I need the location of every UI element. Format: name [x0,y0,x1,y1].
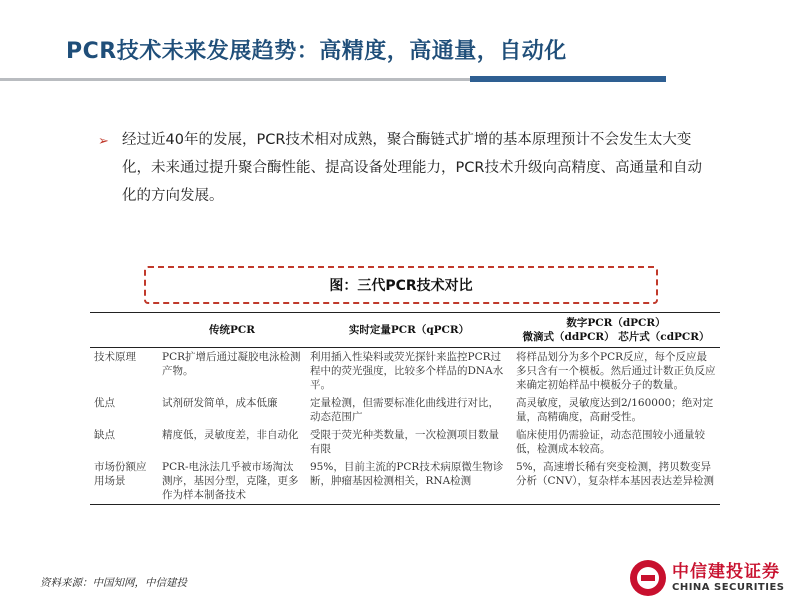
figure-title: 图：三代PCR技术对比 [329,278,473,294]
table-header-row [90,313,720,348]
bullet-text: 经过近40年的发展，PCR技术相对成熟，聚合酶链式扩增的基本原理预计不会发生太大变化，未来通过提升聚合酶性能、提高设备处理能力，PCR技术升级向高精度、高通量和自动化的方向发展。 [122,132,702,204]
table-header-cell: 数字PCR（dPCR） 微滴式（ddPCR） 芯片式（cdPCR） [512,313,720,348]
pcr-comparison-table [90,312,720,505]
comparison-table-container [90,312,720,505]
table-header-cell [90,313,158,348]
source-note: 资料来源：中国知网，中信建投 [40,577,187,589]
table-cell: 受限于荧光种类数量，一次检测项目数量有限 [310,429,499,455]
table-cell: 5%，高速增长稀有突变检测，拷贝数变异分析（CNV），复杂样本基因表达差异检测 [512,458,720,505]
table-cell: PCR-电泳法几乎被市场淘汰测序，基因分型，克隆，更多作为样本制备技术 [158,458,306,505]
company-logo [630,556,800,600]
table-row [90,348,720,395]
slide-title: PCR技术未来发展趋势：高精度，高通量，自动化 [66,39,567,64]
table-row [90,394,720,426]
table-header-cell: 实时定量PCR（qPCR） [306,313,512,348]
table-cell: 高灵敏度，灵敏度达到2/160000；绝对定量，高精确度，高耐受性。 [516,397,714,423]
table-cell: 优点 [94,397,115,409]
table-cell: 技术原理 [94,351,136,363]
title-underline-gray [0,78,470,81]
logo-text [672,562,785,594]
table-cell: 精度低，灵敏度差，非自动化 [162,429,299,441]
title-underline-blue [470,76,666,82]
table-cell: 缺点 [94,429,115,441]
table-row [90,458,720,505]
bullet-paragraph [100,126,710,210]
table-cell: 试剂研发简单，成本低廉 [162,397,278,409]
table-cell: 市场份额应用场景 [90,458,158,505]
table-cell: PCR扩增后通过凝胶电泳检测产物。 [162,351,301,377]
table-cell: 将样品划分为多个PCR反应，每个反应最多只含有一个模板。然后通过计数正负反应来确定初始样品中模板分子的数量。 [516,351,716,391]
table-row [90,426,720,458]
figure-title-box [144,266,658,304]
logo-name-cn: 中信建投证券 [672,562,780,582]
logo-name-en: CHINA SECURITIES [672,582,785,593]
table-cell: 利用插入性染料或荧光探针来监控PCR过程中的荧光强度，比较多个样品的DNA水平。 [310,351,504,391]
table-cell: 临床使用仍需验证，动态范围较小通量较低，检测成本较高。 [516,429,705,455]
table-header-cell: 传统PCR [158,313,306,348]
citic-logo-icon [630,560,666,596]
table-cell: 定量检测，但需要标准化曲线进行对比，动态范围广 [310,397,499,423]
table-cell: 95%，目前主流的PCR技术病原微生物诊断，肿瘤基因检测相关，RNA检测 [306,458,512,505]
arrow-bullet-icon: ➢ [98,134,109,149]
